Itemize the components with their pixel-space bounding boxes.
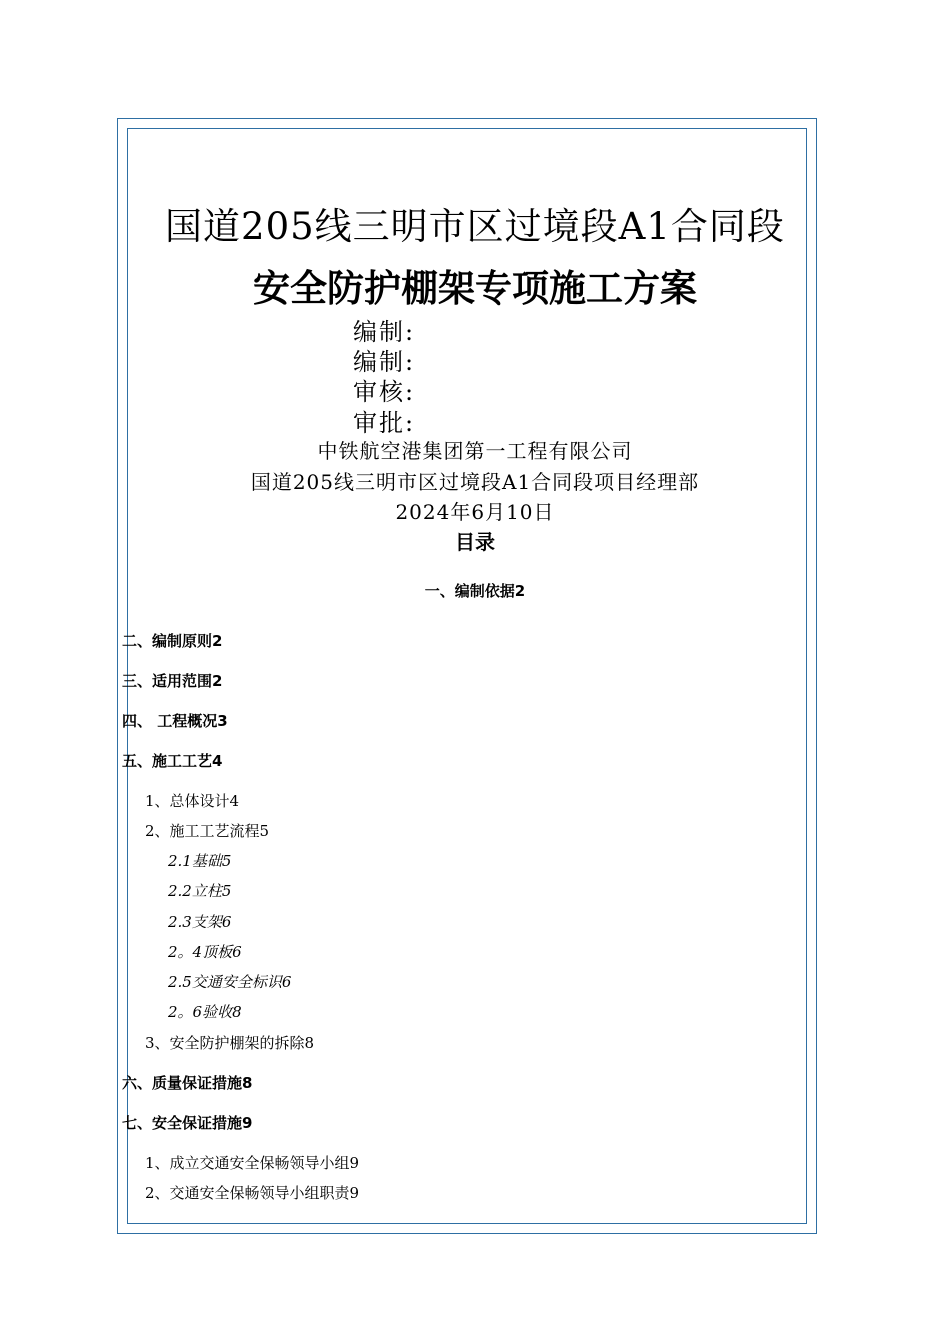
toc-entry[interactable]: 2.3支架6 (168, 913, 232, 931)
toc-entry[interactable]: 四、 工程概况3 (122, 712, 228, 730)
signature-reviewed: 审核: (353, 378, 416, 406)
toc-entry[interactable]: 五、施工工艺4 (122, 752, 223, 770)
toc-entry[interactable]: 2。4顶板6 (168, 943, 242, 961)
toc-entry[interactable]: 2.5交通安全标识6 (168, 973, 292, 991)
toc-entry[interactable]: 1、成立交通安全保畅领导小组9 (145, 1154, 360, 1172)
toc-entry[interactable]: 二、编制原则2 (122, 632, 223, 650)
signature-compiled-2: 编制: (353, 348, 416, 376)
toc-entry[interactable]: 六、质量保证措施8 (122, 1074, 253, 1092)
toc-entry[interactable]: 1、总体设计4 (145, 792, 240, 810)
document-date: 2024年6月10日 (395, 500, 555, 524)
signature-compiled-1: 编制: (353, 318, 416, 346)
toc-entry[interactable]: 2.2立柱5 (168, 882, 232, 900)
toc-entry[interactable]: 一、编制依据2 (424, 582, 526, 600)
signature-approved: 审批: (353, 409, 416, 437)
toc-entry[interactable]: 2、交通安全保畅领导小组职责9 (145, 1184, 360, 1202)
toc-entry[interactable]: 2。6验收8 (168, 1003, 242, 1021)
document-title-line1: 国道205线三明市区过境段A1合同段 (165, 205, 785, 248)
toc-entry[interactable]: 2.1基础5 (168, 852, 232, 870)
toc-entry[interactable]: 七、安全保证措施9 (122, 1114, 253, 1132)
toc-heading: 目录 (455, 530, 495, 554)
toc-entry[interactable]: 三、适用范围2 (122, 672, 223, 690)
toc-entry[interactable]: 2、施工工艺流程5 (145, 822, 270, 840)
toc-entry[interactable]: 3、安全防护棚架的拆除8 (145, 1034, 315, 1052)
department-name: 国道205线三明市区过境段A1合同段项目经理部 (250, 470, 700, 494)
document-title-line2: 安全防护棚架专项施工方案 (253, 267, 697, 310)
company-name: 中铁航空港集团第一工程有限公司 (317, 439, 633, 463)
